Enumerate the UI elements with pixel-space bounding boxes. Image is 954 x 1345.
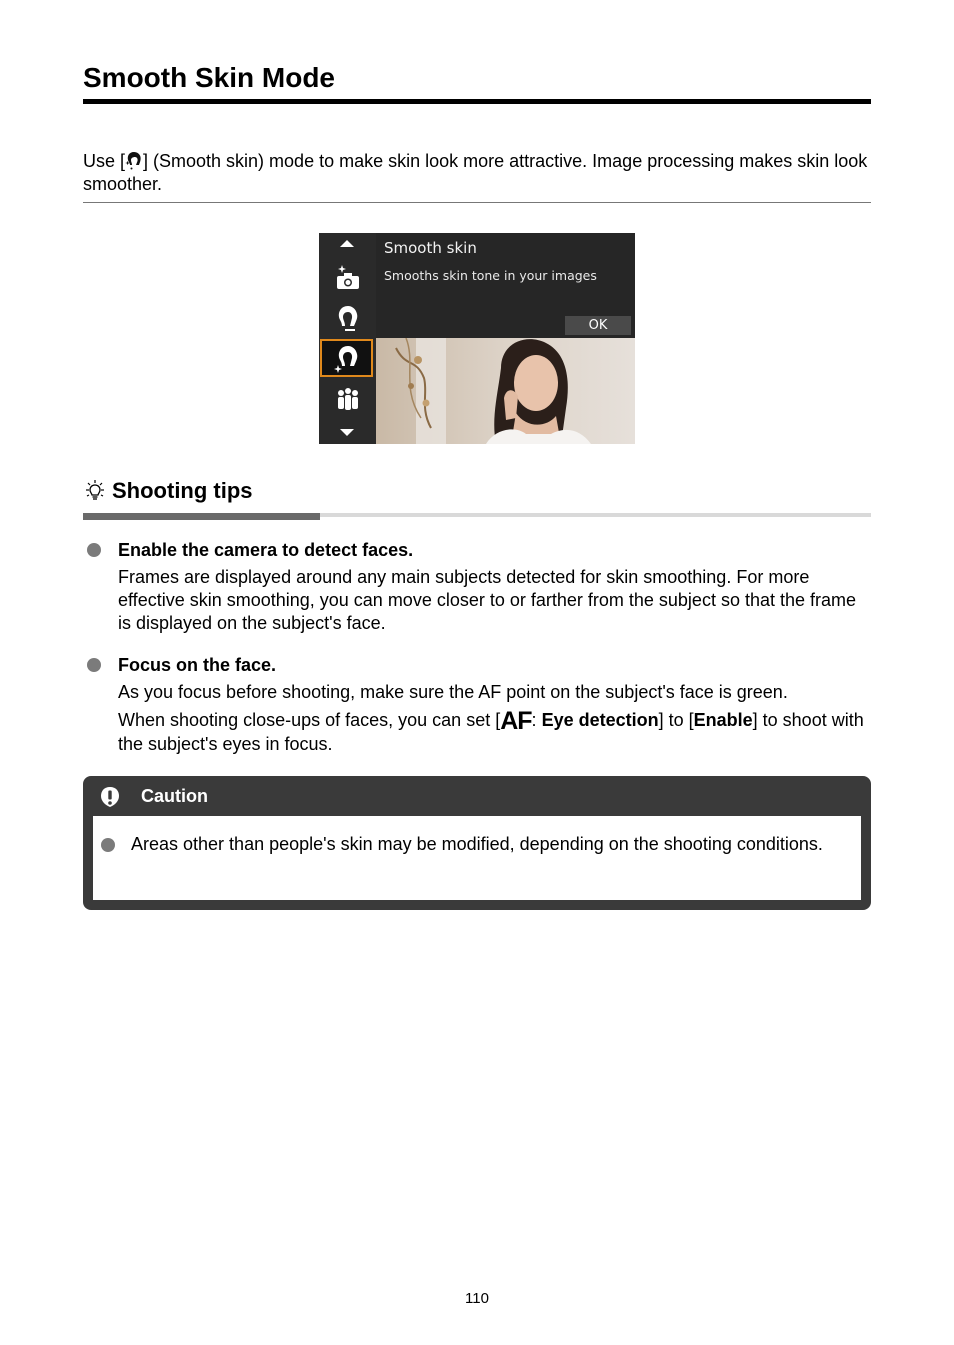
tips-rule-light (320, 513, 871, 517)
bullet-icon (101, 838, 115, 852)
intro-paragraph (83, 150, 871, 196)
intro-text-end: ] (Smooth skin) mode to make skin look more attractive. Image processing makes skin look smoother. (83, 151, 868, 194)
tip-2-title: Focus on the face. (118, 655, 277, 675)
creative-camera-mode-icon (333, 263, 363, 293)
bullet-icon (87, 543, 101, 557)
portrait-preview-photo (376, 338, 635, 444)
caution-title: Caution (141, 786, 208, 806)
tip-1-body: Frames are displayed around any main subjects detected for skin smoothing. For more effective skin smoothing, you can move closer to or farther from the subject so that the frame is displayed on the subject's face. (118, 567, 857, 633)
ok-button[interactable]: OK (565, 316, 631, 335)
camera-mode-description: Smooths skin tone in your images (384, 268, 597, 283)
smooth-skin-mode-icon (125, 150, 143, 170)
value-enable: Enable (693, 710, 753, 730)
arrow-down-icon (340, 429, 354, 436)
tip-1-title: Enable the camera to detect faces. (118, 540, 414, 560)
intro-rule (83, 202, 871, 203)
caution-icon (99, 786, 121, 808)
text-fragment: : (531, 710, 542, 730)
camera-mode-title: Smooth skin (384, 239, 477, 257)
caution-box (83, 776, 871, 910)
tip-2-body: As you focus before shooting, make sure the AF point on the subject's face is green. (118, 682, 788, 702)
title-rule (83, 99, 871, 104)
setting-eye-detection: Eye detection (541, 710, 659, 730)
shooting-tips-heading (83, 477, 253, 505)
smooth-skin-selected-icon (333, 343, 363, 373)
page-number: 110 (465, 1290, 489, 1307)
bullet-icon (87, 658, 101, 672)
tip-2-body-eye-detection (118, 709, 868, 756)
arrow-up-icon (340, 240, 354, 247)
intro-text-start: Use [ (83, 151, 126, 171)
caution-item: Areas other than people's skin may be modified, depending on the shooting conditions. (131, 834, 823, 854)
lightbulb-icon (83, 479, 107, 503)
af-icon: AF (500, 707, 532, 735)
text-fragment: When shooting close-ups of faces, you can set [ (118, 710, 501, 730)
tips-rule-dark (83, 513, 320, 520)
text-fragment: ] to [ (658, 710, 694, 730)
mode-list (319, 233, 376, 444)
caution-content (93, 816, 861, 900)
group-photo-mode-icon (333, 385, 363, 415)
text-fragment: ] to shoot with the subject's eyes in focus. (118, 710, 864, 754)
page-title: Smooth Skin Mode (83, 62, 335, 93)
portrait-mode-icon (333, 303, 363, 333)
shooting-tips-title: Shooting tips (112, 478, 253, 503)
camera-screen-image (319, 233, 635, 444)
